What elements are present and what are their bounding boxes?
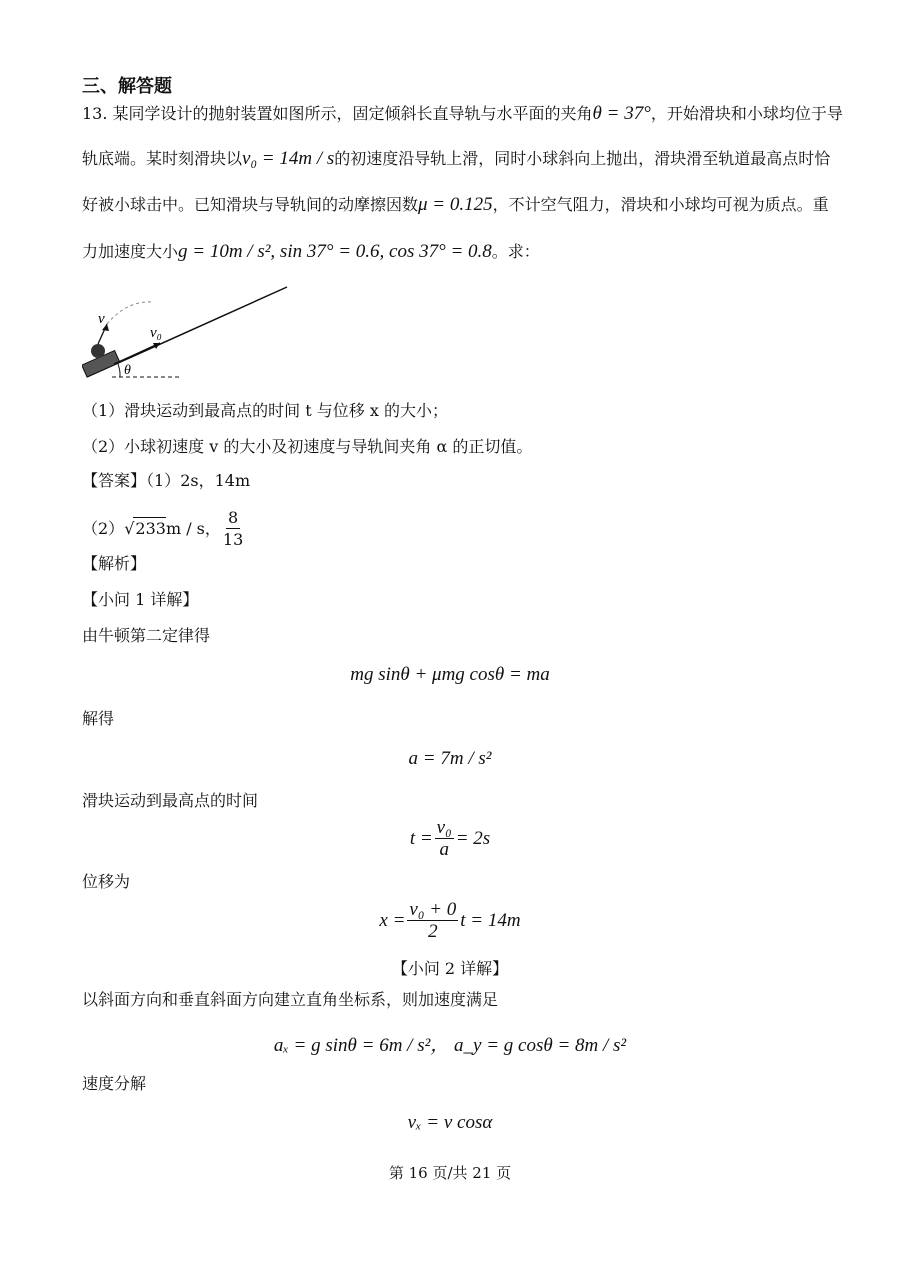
question-text: 好被小球击中。已知滑块与导轨间的动摩擦因数 <box>82 195 419 214</box>
equation-1-text: mg sinθ + μmg cosθ = ma <box>350 664 550 685</box>
sqrt-value: 233 <box>135 519 166 538</box>
question-line-3 <box>82 196 829 214</box>
sub-question-1-label: 【小问 1 详解】 <box>82 590 199 609</box>
coordinate-text: 以斜面方向和垂直斜面方向建立直角坐标系，则加速度满足 <box>82 990 499 1009</box>
equation-5 <box>0 1030 900 1057</box>
answer-unit: m / s， <box>165 519 221 538</box>
equation-2 <box>0 748 900 770</box>
friction-value: μ = 0.125 <box>418 194 493 215</box>
solve-text: 解得 <box>82 709 115 728</box>
sub-question-2-label: 【小问 2 详解】 <box>391 959 509 978</box>
equation-4-numerator: v₀ + 0 <box>409 899 457 920</box>
equation-3-numerator: v₀ <box>436 817 452 838</box>
question-text: 的初速度沿导轨上滑，同时小球斜向上抛出，滑块滑至轨道最高点时恰 <box>334 149 831 168</box>
answer-line-2 <box>82 508 245 551</box>
angle-value: θ = 37° <box>592 103 651 124</box>
equation-3-denominator: a <box>439 839 449 860</box>
question-line-2 <box>82 150 830 168</box>
question-text: 13. 某同学设计的抛射装置如图所示，固定倾斜长直导轨与水平面的夹角 <box>82 104 593 123</box>
equation-3-left: t = <box>409 828 433 849</box>
sqrt-sign: √ <box>124 519 135 538</box>
sub-question-2: （2）小球初速度 v 的大小及初速度与导轨间夹角 α 的正切值。 <box>82 437 533 456</box>
gravity-values: g = 10m / s², sin 37° = 0.6, cos 37° = 0.8 <box>178 241 492 262</box>
sub-question-1: （1）滑块运动到最高点的时间 t 与位移 x 的大小； <box>82 401 448 420</box>
initial-speed-value: v₀ = 14m / s <box>242 148 335 169</box>
equation-5-text: aₓ = g sinθ = 6m / s²， a_y = g cosθ = 8m / s² <box>273 1035 627 1056</box>
question-line-1 <box>82 105 843 123</box>
equation-4 <box>0 900 900 943</box>
equation-3 <box>0 818 900 861</box>
answer-label: 【答案】 <box>82 471 147 490</box>
section-title: 三、解答题 <box>82 76 172 97</box>
label-v0: v₀ <box>150 325 162 341</box>
label-theta: θ <box>124 363 131 378</box>
question-text: 。求： <box>491 242 540 261</box>
question-text: 力加速度大小 <box>82 242 179 261</box>
analysis-label: 【解析】 <box>82 554 147 573</box>
equation-4-denominator: 2 <box>428 921 438 942</box>
equation-4-right: t = 14m <box>460 910 521 931</box>
question-text: ，开始滑块和小球均位于导 <box>650 104 843 123</box>
fraction-denominator: 13 <box>222 530 244 549</box>
answer-line-1 <box>82 472 250 490</box>
equation-2-text: a = 7m / s² <box>408 748 492 769</box>
equation-6 <box>0 1112 900 1134</box>
answer-part-2-prefix: （2） <box>82 519 125 538</box>
equation-4-left: x = <box>379 910 406 931</box>
equation-6-text: vₓ = v cosα <box>407 1112 493 1133</box>
velocity-text: 速度分解 <box>82 1074 147 1093</box>
answer-part-1: （1）2s，14m <box>146 471 251 490</box>
question-line-4 <box>82 243 540 261</box>
question-text: 轨底端。某时刻滑块以 <box>82 149 243 168</box>
displacement-text: 位移为 <box>82 872 131 891</box>
question-text: ，不计空气阻力，滑块和小球均可视为质点。重 <box>492 195 829 214</box>
page-footer: 第 16 页/共 21 页 <box>388 1164 512 1182</box>
equation-3-fraction <box>435 818 454 861</box>
time-text: 滑块运动到最高点的时间 <box>82 791 259 810</box>
equation-1 <box>0 664 900 686</box>
label-v: v <box>98 311 105 327</box>
newton-text: 由牛顿第二定律得 <box>82 626 211 645</box>
equation-3-right: = 2s <box>455 828 491 849</box>
equation-4-fraction <box>407 900 458 943</box>
fraction-numerator: 8 <box>227 508 239 527</box>
launcher-diagram <box>82 282 297 387</box>
answer-fraction <box>223 508 243 551</box>
